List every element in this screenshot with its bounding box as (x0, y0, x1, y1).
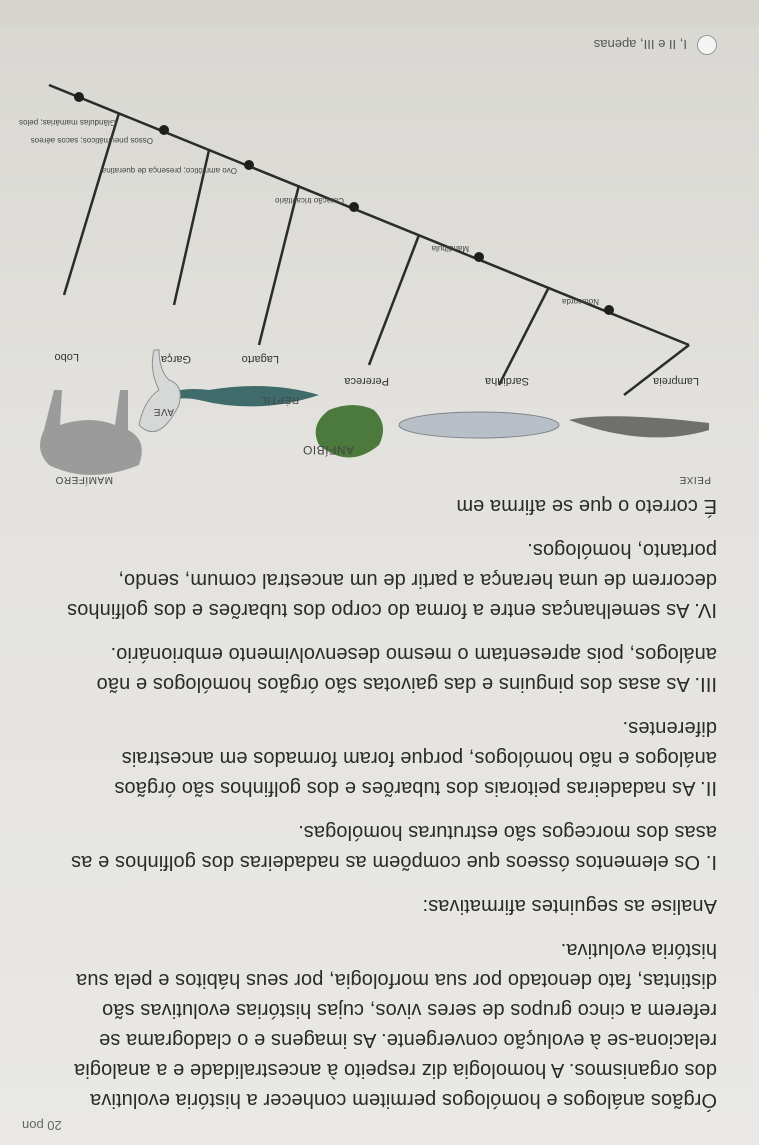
lamprey-illustration (569, 416, 709, 437)
taxon-label-lobo: Lobo (54, 351, 79, 363)
statement-iv: portanto, homólogos. (527, 539, 717, 561)
taxon-label-perereca: Perereca (344, 375, 389, 387)
statement-ii: II. As nadadeiras peitorais dos tubarões e dos golfinhos são órgãos (114, 777, 717, 799)
node-ovo (244, 160, 254, 170)
sardine-illustration (399, 412, 559, 438)
taxon-label-garca: Garça (161, 353, 191, 365)
question-line: dos organismos. A homologia diz respeito à ancestralidade e a analogia (74, 1059, 717, 1081)
trait-label: Ossos pneumáticos; sacos aéreos (30, 136, 153, 145)
points-label: 20 pon (22, 1118, 62, 1133)
answer-option-label: I, II e III, apenas (593, 37, 687, 53)
node-ossos (159, 125, 169, 135)
node-coracao (349, 202, 359, 212)
trait-label: Mandíbula (431, 244, 469, 253)
question-line: distintas, fato denotado por sua morfologia, por seus hábitos e pela sua (76, 969, 717, 991)
statement-i: asas dos morcegos são estruturas homólogas. (298, 821, 717, 843)
class-label-peixe: PEIXE (679, 474, 711, 485)
question-line: referem a cinco grupos de seres vivos, cujas histórias evolutivas são (102, 999, 717, 1021)
question-line: história evolutiva. (560, 939, 717, 961)
trait-label: Coração tricavitário (275, 196, 344, 205)
cladogram-trunk (49, 85, 689, 345)
class-label-reptil: RÉPTIL (260, 394, 299, 405)
node-notocorda (604, 305, 614, 315)
statement-i: I. Os elementos ósseos que compõem as nadadeiras dos golfinhos e as (71, 851, 717, 873)
trait-label: Ovo amniótico; presença de queratina (101, 166, 237, 175)
question-line: Analise as seguintes afirmativas: (422, 895, 717, 917)
branch-lampreia (624, 345, 689, 395)
class-label-mamifero: MAMÍFERO (55, 474, 113, 485)
branch-lagarto (259, 185, 299, 345)
statement-iii: análogos, pois apresentam o mesmo desenvolvimento embrionário. (110, 643, 717, 665)
branch-perereca (369, 235, 419, 365)
statement-iv: decorrem de uma herança a partir de um ancestral comum, sendo, (118, 569, 717, 591)
class-label-anfibio: ANFÍBIO (302, 443, 354, 457)
trait-label: Glândulas mamárias; pelos (19, 118, 116, 127)
question-prompt: É correto o que se afirma em (456, 495, 717, 517)
class-label-ave: AVE (153, 406, 174, 417)
node-mandibula (474, 252, 484, 262)
statement-iii: III. As asas dos pinguins e das gaivotas são órgãos homólogos e não (96, 673, 717, 695)
statement-ii: análogos e não homólogos, porque foram formados em ancestrais (121, 747, 717, 769)
taxon-label-lampreia: Lampreia (653, 375, 699, 387)
question-line: relaciona-se à evolução convergente. As imagens e o cladograma se (99, 1029, 717, 1051)
wolf-illustration (40, 390, 142, 475)
taxon-label-sardinha: Sardinha (484, 375, 529, 387)
branch-sardinha (499, 287, 549, 385)
statement-ii: diferentes. (622, 717, 717, 739)
question-line: Órgãos análogos e homólogos permitem conhecer a história evolutiva (90, 1089, 717, 1111)
trait-label: Notocorda (562, 297, 599, 306)
taxon-label-lagarto: Lagarto (241, 353, 279, 365)
statement-iv: IV. As semelhanças entre a forma do corpo dos tubarões e dos golfinhos (67, 599, 717, 621)
radio-button[interactable] (697, 35, 717, 55)
page-footer-strip (0, 0, 759, 25)
node-glandulas (74, 92, 84, 102)
cladogram-figure (19, 75, 719, 505)
answer-option[interactable] (594, 35, 717, 55)
